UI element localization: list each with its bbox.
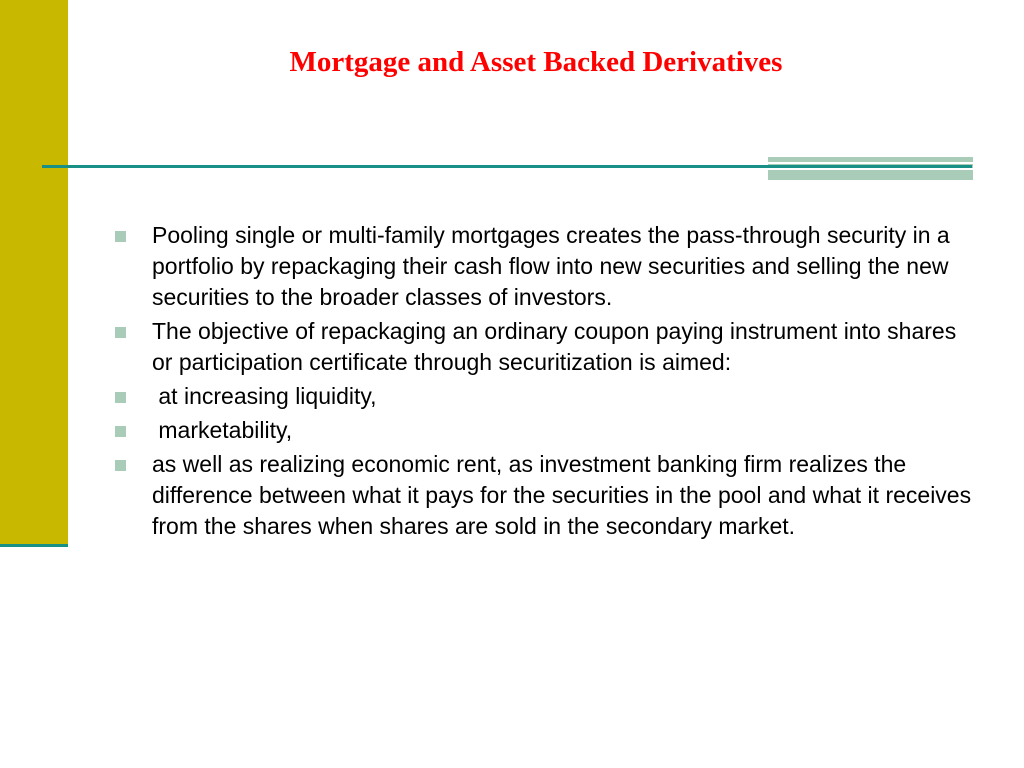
bullet-text: as well as realizing economic rent, as investment banking firm realizes the difference between what it pays for the securities in the pool and what it receives from the shares when shares are sold in the secondary market. (152, 451, 972, 539)
bullet-item (112, 220, 972, 313)
title-rule-gap-top (768, 162, 973, 164)
square-bullet-icon (115, 460, 126, 471)
sidebar-decoration (0, 0, 68, 545)
square-bullet-icon (115, 426, 126, 437)
bullet-item (112, 381, 972, 412)
square-bullet-icon (115, 392, 126, 403)
square-bullet-icon (115, 327, 126, 338)
bullet-list (112, 220, 972, 545)
bullet-item (112, 449, 972, 542)
slide-title: Mortgage and Asset Backed Derivatives (289, 46, 783, 78)
title-rule-gap-bottom (768, 168, 973, 170)
bullet-text: marketability, (152, 417, 293, 443)
sidebar-accent-line (0, 544, 68, 547)
bullet-text: at increasing liquidity, (152, 383, 377, 409)
bullet-text: Pooling single or multi-family mortgages creates the pass-through security in a portfolio by repackaging their cash flow into new securities and selling the new securities to the broader classes of investors. (152, 222, 950, 310)
title-rule-line (42, 165, 972, 168)
bullet-item (112, 316, 972, 378)
square-bullet-icon (115, 231, 126, 242)
bullet-text: The objective of repackaging an ordinary coupon paying instrument into shares or participation certificate through securitization is aimed: (152, 318, 957, 375)
bullet-item (112, 415, 972, 446)
